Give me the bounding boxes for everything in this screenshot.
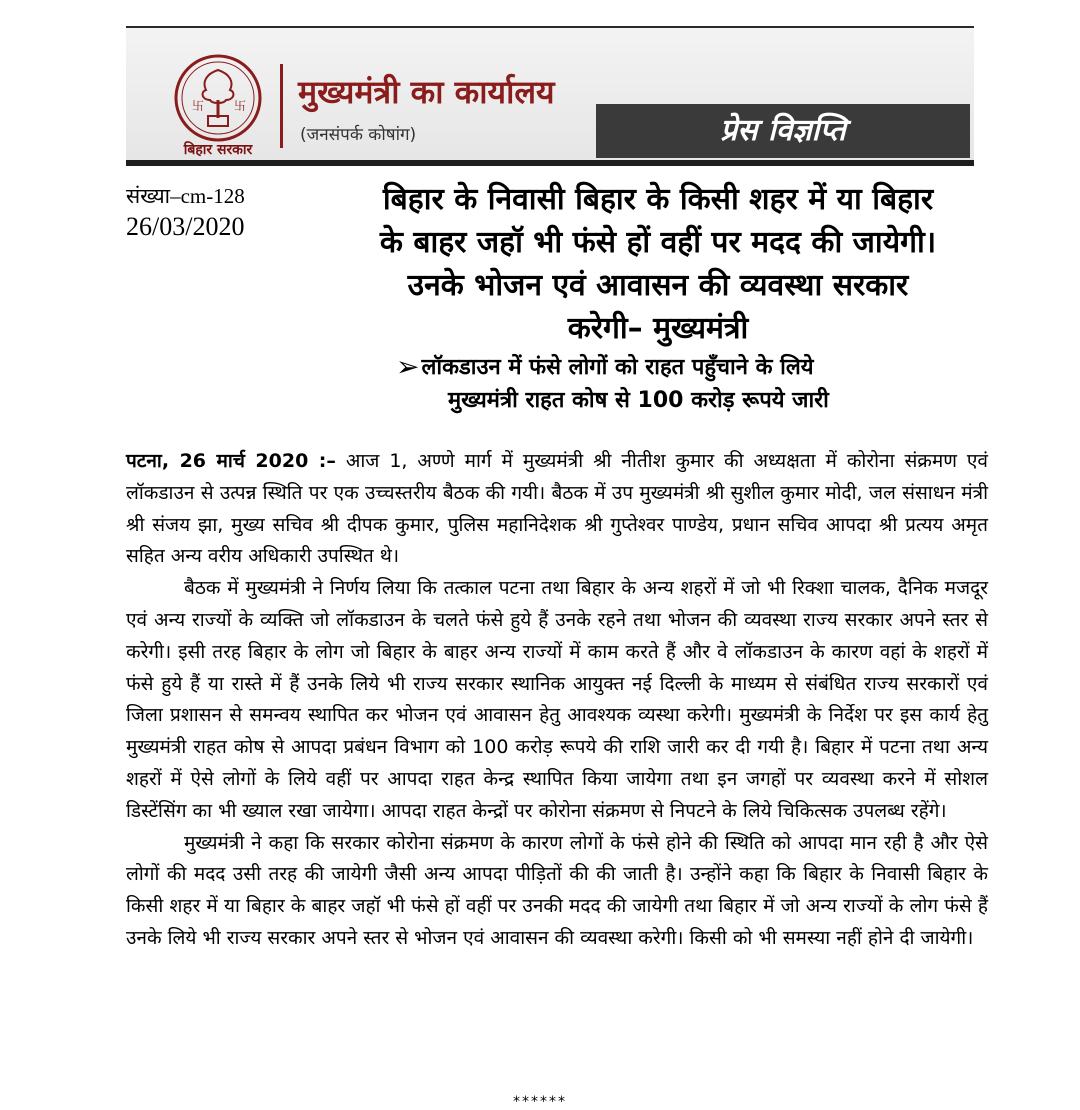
- headline-line: करेगी– मुख्यमंत्री: [567, 311, 749, 346]
- body-paragraph: [126, 446, 988, 573]
- body-paragraph: मुख्यमंत्री ने कहा कि सरकार कोरोना संक्रमण के कारण लोगों के फंसे होने की स्थिति को आपदा मान रही है और ऐसे लोगों की मदद उसी तरह की जायेगी जैसी अन्य आपदा पीड़ितों की की जाती है। उन्होंने कहा कि बिहार के निवासी बिहार के किसी शहर में या बिहार के बाहर जहॉ भी फंसे हों वहीं पर उनकी मदद की जायेगी तथा बिहार में जो अन्य राज्यों के लोग फंसे हैं उनके लिये भी राज्य सरकार अपने स्तर से भोजन एवं आवासन की व्यवस्था करेगी। किसी को भी समस्या नहीं होने दी जायेगी।: [126, 831, 988, 949]
- logo-caption: बिहार सरकार: [183, 142, 253, 158]
- press-body: [126, 446, 988, 955]
- press-release-label: प्रेस विज्ञप्ति: [720, 113, 846, 148]
- headline-line: के बाहर जहॉ भी फंसे हों वहीं पर मदद की जायेगी।: [379, 225, 937, 260]
- svg-text:卐: 卐: [234, 99, 247, 113]
- headline: [318, 178, 998, 350]
- sub-headline-line: मुख्यमंत्री राहत कोष से 100 करोड़ रूपये जारी: [448, 388, 829, 413]
- end-mark: ******: [513, 1094, 567, 1110]
- reference-number: संख्या–cm-128: [126, 184, 245, 208]
- header-divider: [280, 64, 283, 148]
- paragraph-text: आज 1, अण्णे मार्ग में मुख्यमंत्री श्री नीतीश कुमार की अध्यक्षता में कोरोना संक्रमण एवं लॉकडाउन से उत्पन्न स्थिति पर एक उच्चस्तरीय बैठक की गयी। बैठक में उप मुख्यमंत्री श्री सुशील कुमार मोदी, जल संसाधन मंत्री श्री संजय झा, मुख्य सचिव श्री दीपक कुमार, पुलिस महानिदेशक श्री गुप्तेश्वर पाण्डेय, प्रधान सचिव आपदा श्री प्रत्यय अमृत सहित अन्य वरीय अधिकारी उपस्थित थे।: [126, 450, 988, 568]
- headline-line: बिहार के निवासी बिहार के किसी शहर में या बिहार: [382, 182, 934, 217]
- svg-text:卐: 卐: [192, 99, 205, 113]
- dateline: पटना, 26 मार्च 2020 :–: [126, 450, 336, 472]
- sub-headline: [396, 350, 956, 417]
- bihar-emblem-logo: [172, 52, 264, 144]
- headline-line: उनके भोजन एवं आवासन की व्यवस्था सरकार: [407, 268, 909, 303]
- arrow-bullet-icon: ➢: [396, 350, 420, 383]
- office-subtitle: (जनसंपर्क कोषांग): [300, 125, 417, 145]
- body-paragraph: बैठक में मुख्यमंत्री ने निर्णय लिया कि तत्काल पटना तथा बिहार के अन्य शहरों में जो भी रिक्शा चालक, दैनिक मजदूर एवं अन्य राज्यों के व्यक्ति जो लॉकडाउन के चलते फंसे हुये हैं उनके रहने तथा भोजन की व्यवस्था राज्य सरकार अपने स्तर से करेगी। इसी तरह बिहार के लोग जो बिहार के बाहर अन्य राज्यों में काम करते हैं और वे लॉकडाउन के कारण वहां के शहरों में फंसे हुये हैं या रास्ते में हैं उनके लिये भी राज्य सरकार स्थानिक आयुक्त नई दिल्ली के माध्यम से संबंधित राज्य सरकारों एवं जिला प्रशासन से समन्वय स्थापित कर भोजन एवं आवासन हेतु आवश्यक व्यस्था करेगी। मुख्यमंत्री के निर्देश पर इस कार्य हेतु मुख्यमंत्री राहत कोष से आपदा प्रबंधन विभाग को 100 करोड़ रूपये की राशि जारी कर दी गयी है। बिहार में पटना तथा अन्य शहरों में ऐसे लोगों के लिये वहीं पर आपदा राहत केन्द्र स्थापित किया जायेगा तथा इन जगहों पर व्यवस्था करने में सोशल डिस्टेंसिंग का भी ख्याल रखा जायेगा। आपदा राहत केन्द्रों पर कोरोना संक्रमण से निपटने के लिये चिकित्सक उपलब्ध रहेंगे।: [126, 577, 988, 822]
- reference-date: 26/03/2020: [126, 212, 245, 241]
- sub-headline-line: लॉकडाउन में फंसे लोगों को राहत पहुँचाने के लिये: [421, 355, 814, 380]
- office-title: मुख्यमंत्री का कार्यालय: [298, 73, 555, 111]
